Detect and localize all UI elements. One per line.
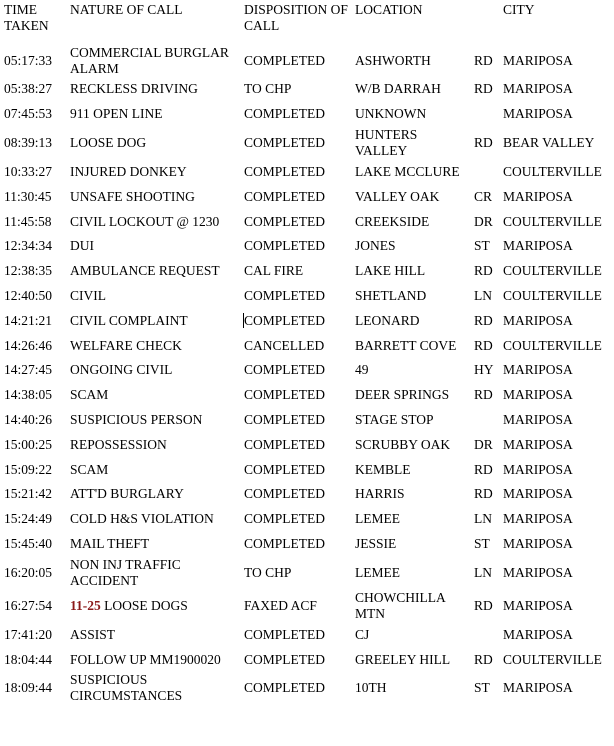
cell-location: STAGE STOP — [355, 411, 434, 427]
cell-city: COULTERVILLE — [503, 337, 602, 353]
cell-street-suffix: DR — [474, 436, 493, 452]
cell-time-taken: 11:30:45 — [4, 188, 52, 204]
cell-nature-of-call — [66, 102, 240, 127]
disposition-text: COMPLETED — [244, 135, 325, 151]
cell-nature-of-call — [66, 408, 240, 433]
cell-street-suffix: CR — [474, 188, 493, 204]
disposition-text: FAXED ACF — [244, 597, 317, 613]
table-row — [0, 308, 614, 333]
cell-time-taken: 14:21:21 — [4, 312, 53, 328]
cell-city: MARIPOSA — [503, 461, 573, 477]
cell-disposition — [240, 672, 351, 705]
disposition-text: CANCELLED — [244, 337, 325, 353]
cell-disposition — [240, 532, 351, 557]
cell-disposition — [240, 209, 351, 234]
table-row — [0, 457, 614, 482]
cell-city: MARIPOSA — [503, 106, 573, 122]
nature-text: ONGOING CIVIL — [70, 362, 173, 378]
cell-nature-of-call — [66, 127, 240, 160]
cell-disposition — [240, 333, 351, 358]
text-cursor-disposition[interactable]: COMPLETED — [244, 312, 325, 328]
cell-city: MARIPOSA — [503, 81, 573, 97]
cell-disposition — [240, 408, 351, 433]
cell-street-suffix: ST — [474, 680, 490, 696]
nature-text: LOOSE DOG — [70, 135, 147, 151]
cell-disposition — [240, 482, 351, 507]
cell-location: UNKNOWN — [355, 106, 427, 122]
cell-location: SCRUBBY OAK — [355, 436, 451, 452]
cell-nature-of-call — [66, 308, 240, 333]
cell-time-taken: 12:40:50 — [4, 287, 53, 303]
cell-nature-of-call — [66, 622, 240, 647]
nature-text: FOLLOW UP MM1900020 — [70, 651, 221, 667]
cell-city: MARIPOSA — [503, 436, 573, 452]
cell-nature-of-call — [66, 672, 240, 705]
table-row — [0, 160, 614, 185]
cell-city: MARIPOSA — [503, 486, 573, 502]
nature-text: SUSPICIOUS PERSON — [70, 411, 203, 427]
cell-nature-of-call — [66, 383, 240, 408]
cell-city: COULTERVILLE — [503, 287, 602, 303]
cell-time-taken: 08:39:13 — [4, 135, 53, 151]
cell-location: HARRIS — [355, 486, 405, 502]
cell-street-suffix: DR — [474, 213, 493, 229]
disposition-text: COMPLETED — [244, 511, 325, 527]
disposition-text: COMPLETED — [244, 52, 325, 68]
cell-disposition — [240, 77, 351, 102]
cell-nature-of-call — [66, 432, 240, 457]
table-row — [0, 44, 614, 77]
table-row — [0, 482, 614, 507]
cell-location: DEER SPRINGS — [355, 387, 450, 403]
cell-disposition — [240, 647, 351, 672]
nature-text: NON INJ TRAFFIC ACCIDENT — [70, 556, 181, 588]
cell-city: COULTERVILLE — [503, 263, 602, 279]
table-row — [0, 358, 614, 383]
cell-street-suffix: RD — [474, 461, 493, 477]
disposition-text: COMPLETED — [244, 411, 325, 427]
cell-street-suffix — [470, 102, 499, 127]
cell-time-taken: 07:45:53 — [4, 106, 53, 122]
table-body — [0, 44, 614, 705]
cell-city: MARIPOSA — [503, 362, 573, 378]
cell-nature-of-call — [66, 234, 240, 259]
cell-time-taken: 15:09:22 — [4, 461, 53, 477]
cell-street-suffix: RD — [474, 135, 493, 151]
cell-location: LAKE HILL — [355, 263, 426, 279]
cell-time-taken: 05:38:27 — [4, 81, 53, 97]
cell-city: MARIPOSA — [503, 680, 573, 696]
disposition-text: COMPLETED — [244, 238, 325, 254]
header-time-taken: TIME TAKEN — [4, 2, 49, 33]
cell-street-suffix: RD — [474, 312, 493, 328]
table-row — [0, 184, 614, 209]
table-row — [0, 77, 614, 102]
cell-disposition — [240, 432, 351, 457]
disposition-text: COMPLETED — [244, 680, 325, 696]
cell-nature-of-call — [66, 482, 240, 507]
disposition-text: COMPLETED — [244, 436, 325, 452]
cell-time-taken: 18:04:44 — [4, 651, 53, 667]
nature-text: INJURED DONKEY — [70, 163, 187, 179]
disposition-text: COMPLETED — [244, 651, 325, 667]
cell-time-taken: 14:40:26 — [4, 411, 53, 427]
cell-nature-of-call — [66, 507, 240, 532]
cell-street-suffix: RD — [474, 651, 493, 667]
cell-city: MARIPOSA — [503, 626, 573, 642]
cell-time-taken: 17:41:20 — [4, 626, 53, 642]
cell-time-taken: 15:00:25 — [4, 436, 53, 452]
cell-disposition — [240, 358, 351, 383]
table-row — [0, 622, 614, 647]
nature-text: 911 OPEN LINE — [70, 106, 163, 122]
cell-street-suffix: RD — [474, 387, 493, 403]
cell-city: MARIPOSA — [503, 387, 573, 403]
disposition-text: TO CHP — [244, 81, 292, 97]
cell-city: COULTERVILLE — [503, 163, 602, 179]
nature-text: ASSIST — [70, 626, 116, 642]
cell-disposition — [240, 184, 351, 209]
cell-street-suffix: RD — [474, 52, 493, 68]
nature-text: ATT'D BURGLARY — [70, 486, 184, 502]
cell-disposition — [240, 160, 351, 185]
call-code: 11-25 — [70, 597, 101, 613]
cell-time-taken: 05:17:33 — [4, 52, 53, 68]
nature-text: CIVIL LOCKOUT @ 1230 — [70, 213, 220, 229]
table-row — [0, 432, 614, 457]
cell-street-suffix — [470, 160, 499, 185]
nature-text: DUI — [70, 238, 94, 254]
table-row — [0, 127, 614, 160]
cell-location: W/B DARRAH — [355, 81, 441, 97]
cell-location: KEMBLE — [355, 461, 411, 477]
nature-text: WELFARE CHECK — [70, 337, 182, 353]
nature-text: LOOSE DOGS — [104, 597, 188, 613]
cell-location: ASHWORTH — [355, 52, 431, 68]
cell-time-taken: 14:27:45 — [4, 362, 53, 378]
cell-street-suffix: RD — [474, 486, 493, 502]
table-row — [0, 589, 614, 622]
cell-street-suffix: RD — [474, 597, 493, 613]
cell-street-suffix: ST — [474, 238, 490, 254]
header-row — [0, 0, 614, 44]
header-disposition-of-call: DISPOSITION OF CALL — [244, 2, 348, 33]
cell-time-taken: 12:38:35 — [4, 263, 53, 279]
nature-text: COLD H&S VIOLATION — [70, 511, 214, 527]
cell-disposition — [240, 383, 351, 408]
cell-disposition — [240, 556, 351, 589]
cell-time-taken: 14:38:05 — [4, 387, 53, 403]
cell-disposition — [240, 102, 351, 127]
cell-disposition — [240, 457, 351, 482]
cell-location: JESSIE — [355, 535, 397, 551]
cell-location: CREEKSIDE — [355, 213, 430, 229]
cell-city: COULTERVILLE — [503, 213, 602, 229]
disposition-text: TO CHP — [244, 564, 292, 580]
cell-disposition — [240, 284, 351, 309]
disposition-text: CAL FIRE — [244, 263, 304, 279]
nature-text: COMMERCIAL BURGLAR ALARM — [70, 44, 229, 76]
cell-location: 49 — [355, 362, 369, 378]
table-row — [0, 507, 614, 532]
cell-nature-of-call — [66, 589, 240, 622]
nature-text: AMBULANCE REQUEST — [70, 263, 220, 279]
cell-city: BEAR VALLEY — [503, 135, 595, 151]
cell-location: LEMEE — [355, 511, 400, 527]
disposition-text: COMPLETED — [244, 163, 325, 179]
cell-street-suffix: LN — [474, 287, 492, 303]
nature-text: CIVIL — [70, 287, 106, 303]
cell-street-suffix: HY — [474, 362, 494, 378]
table-row — [0, 284, 614, 309]
cell-disposition — [240, 589, 351, 622]
nature-text: UNSAFE SHOOTING — [70, 188, 195, 204]
cell-disposition — [240, 44, 351, 77]
cell-nature-of-call — [66, 44, 240, 77]
cell-street-suffix: ST — [474, 535, 490, 551]
cell-location: LEONARD — [355, 312, 420, 328]
table-row — [0, 408, 614, 433]
cell-location: VALLEY OAK — [355, 188, 440, 204]
cell-nature-of-call — [66, 457, 240, 482]
cell-location: BARRETT COVE — [355, 337, 457, 353]
cell-nature-of-call — [66, 209, 240, 234]
cell-city: MARIPOSA — [503, 597, 573, 613]
cell-time-taken: 18:09:44 — [4, 680, 53, 696]
cell-disposition — [240, 622, 351, 647]
table-row — [0, 556, 614, 589]
cell-nature-of-call — [66, 532, 240, 557]
disposition-text: COMPLETED — [244, 535, 325, 551]
disposition-text: COMPLETED — [244, 387, 325, 403]
cell-city: MARIPOSA — [503, 52, 573, 68]
cell-disposition — [240, 234, 351, 259]
nature-text: SUSPICIOUS CIRCUMSTANCES — [70, 672, 183, 704]
cell-location: CHOWCHILLA MTN — [355, 589, 445, 621]
table-row — [0, 209, 614, 234]
cell-nature-of-call — [66, 77, 240, 102]
cell-location: LEMEE — [355, 564, 400, 580]
cell-location: HUNTERS VALLEY — [355, 127, 418, 159]
disposition-text: COMPLETED — [244, 188, 325, 204]
cell-time-taken: 10:33:27 — [4, 163, 53, 179]
cell-street-suffix: RD — [474, 263, 493, 279]
cell-disposition — [240, 507, 351, 532]
cell-location: LAKE MCCLURE — [355, 163, 460, 179]
cell-time-taken: 15:21:42 — [4, 486, 53, 502]
cell-time-taken: 15:24:49 — [4, 511, 53, 527]
cell-city: MARIPOSA — [503, 511, 573, 527]
disposition-text: COMPLETED — [244, 461, 325, 477]
cell-disposition — [240, 308, 351, 333]
cell-nature-of-call — [66, 184, 240, 209]
cell-street-suffix: RD — [474, 81, 493, 97]
disposition-text: COMPLETED — [244, 287, 325, 303]
table-row — [0, 383, 614, 408]
nature-text: SCAM — [70, 387, 109, 403]
table-row — [0, 672, 614, 705]
cell-location: GREELEY HILL — [355, 651, 451, 667]
header-nature-of-call: NATURE OF CALL — [70, 2, 183, 17]
cell-location: CJ — [355, 626, 370, 642]
cell-nature-of-call — [66, 358, 240, 383]
cell-time-taken: 15:45:40 — [4, 535, 53, 551]
cell-street-suffix: RD — [474, 337, 493, 353]
cell-street-suffix: LN — [474, 511, 492, 527]
cell-street-suffix — [470, 622, 499, 647]
cell-nature-of-call — [66, 556, 240, 589]
nature-text: SCAM — [70, 461, 109, 477]
cell-city: MARIPOSA — [503, 312, 573, 328]
table-row — [0, 532, 614, 557]
cell-time-taken: 12:34:34 — [4, 238, 53, 254]
cell-city: MARIPOSA — [503, 535, 573, 551]
cell-nature-of-call — [66, 647, 240, 672]
table-row — [0, 333, 614, 358]
table-row — [0, 259, 614, 284]
disposition-text: COMPLETED — [244, 362, 325, 378]
disposition-text: COMPLETED — [244, 106, 325, 122]
cell-street-suffix: LN — [474, 564, 492, 580]
cell-city: MARIPOSA — [503, 238, 573, 254]
disposition-text: COMPLETED — [244, 213, 325, 229]
cell-location: SHETLAND — [355, 287, 427, 303]
table-row — [0, 647, 614, 672]
header-location: LOCATION — [355, 2, 423, 17]
disposition-text: COMPLETED — [244, 626, 325, 642]
nature-text: REPOSSESSION — [70, 436, 167, 452]
cell-time-taken: 14:26:46 — [4, 337, 53, 353]
nature-text: RECKLESS DRIVING — [70, 81, 198, 97]
table-header — [0, 0, 614, 44]
cell-time-taken: 16:20:05 — [4, 564, 53, 580]
cell-nature-of-call — [66, 284, 240, 309]
disposition-text: COMPLETED — [244, 486, 325, 502]
cell-city: MARIPOSA — [503, 564, 573, 580]
cell-city: COULTERVILLE — [503, 651, 602, 667]
cell-disposition — [240, 127, 351, 160]
cell-nature-of-call — [66, 160, 240, 185]
cell-nature-of-call — [66, 259, 240, 284]
table-row — [0, 234, 614, 259]
cell-time-taken: 16:27:54 — [4, 597, 53, 613]
cell-nature-of-call — [66, 333, 240, 358]
cell-location: 10TH — [355, 680, 387, 696]
table-row — [0, 102, 614, 127]
cell-street-suffix — [470, 408, 499, 433]
nature-text: MAIL THEFT — [70, 535, 150, 551]
nature-text: CIVIL COMPLAINT — [70, 312, 188, 328]
header-city: CITY — [503, 2, 535, 17]
cell-time-taken: 11:45:58 — [4, 213, 52, 229]
cell-city: MARIPOSA — [503, 411, 573, 427]
cell-location: JONES — [355, 238, 396, 254]
cell-disposition — [240, 259, 351, 284]
cell-city: MARIPOSA — [503, 188, 573, 204]
